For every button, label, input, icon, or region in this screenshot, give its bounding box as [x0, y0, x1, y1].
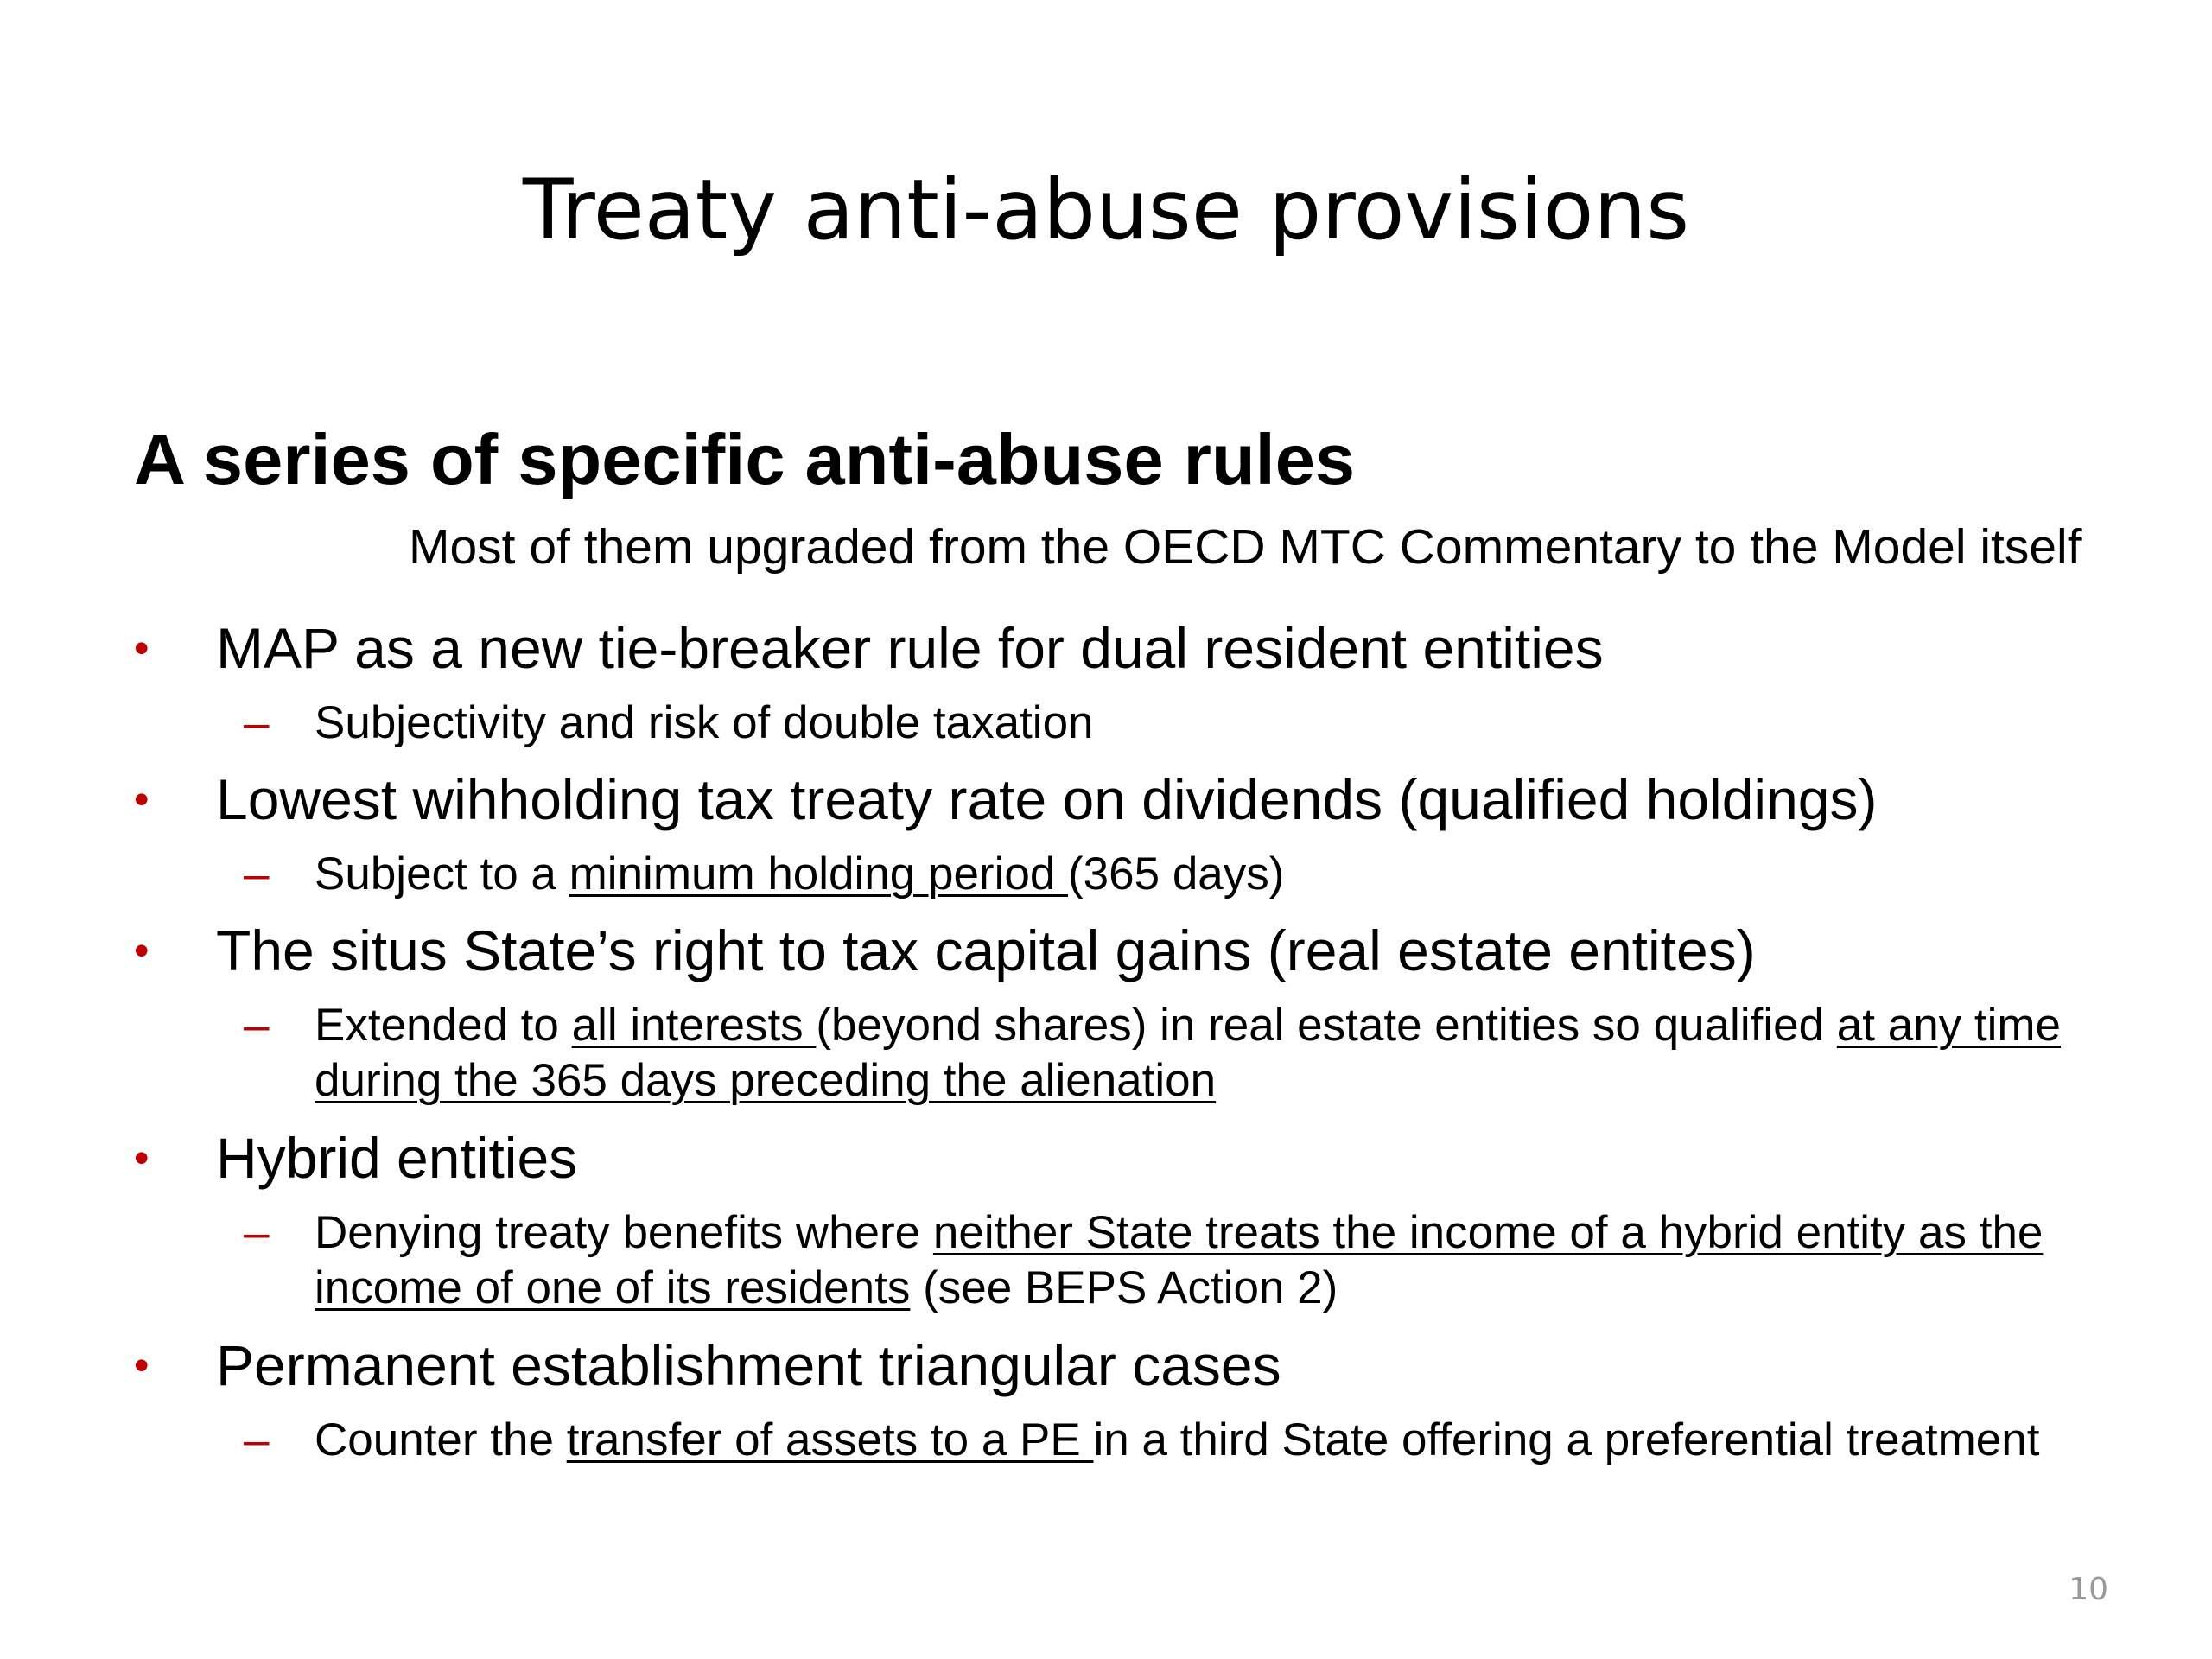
underlined-phrase: at any time during the 365 days preceding the alienation — [315, 1000, 2062, 1106]
sub-text — [315, 696, 2181, 751]
underlined-phrase: all interests — [571, 1000, 817, 1051]
bullet-text: MAP as a new tie-breaker rule for dual resident entities — [216, 616, 1604, 680]
bullet-text: Lowest wihholding tax treaty rate on dividends (qualified holdings) — [216, 767, 1878, 831]
bullet-text: Hybrid entities — [216, 1126, 578, 1190]
sub-text-part: (beyond shares) in real estate entities so qualified — [816, 1000, 1837, 1051]
underlined-phrase: minimum holding period — [569, 849, 1069, 899]
sub-marker: – — [244, 1000, 270, 1051]
sub-text — [315, 998, 2181, 1109]
sub-text-part: Extended to — [315, 1000, 572, 1051]
underlined-phrase: neither State treats the income of a hybrid entity as the income of one of its residents — [315, 1207, 2044, 1313]
sub-marker: – — [244, 849, 270, 899]
bullet-marker: • — [134, 926, 149, 975]
bullet-marker: • — [134, 1341, 149, 1389]
sub-text-part: (365 days) — [1068, 849, 1285, 899]
underlined-phrase: transfer of assets to a PE — [566, 1414, 1094, 1465]
sub-text-part: Denying treaty benefits where — [315, 1207, 933, 1258]
bullet-marker: • — [134, 1134, 149, 1182]
sub-text-part: in a third State offering a preferential treatment — [1093, 1414, 2040, 1465]
bullet-marker: • — [134, 775, 149, 823]
sub-text-part: Subjectivity and risk of double taxation — [315, 697, 1094, 748]
sub-text — [315, 1205, 2181, 1316]
sub-text — [315, 1413, 2181, 1468]
sub-text-part: Subject to a — [315, 849, 569, 899]
sub-text-part: Counter the — [315, 1414, 567, 1465]
sub-marker: – — [244, 1414, 270, 1465]
bullet-marker: • — [134, 624, 149, 672]
slide-title: Treaty anti-abuse provisions — [522, 162, 1690, 258]
bullet-text: The situs State’s right to tax capital gains (real estate entites) — [216, 918, 1756, 982]
page-number: 10 — [2069, 1572, 2108, 1607]
bullet-text: Permanent establishment triangular cases — [216, 1333, 1281, 1397]
section-subheading: Most of them upgraded from the OECD MTC Commentary to the Model itself — [409, 519, 2082, 575]
sub-text-part: (see BEPS Action 2) — [910, 1262, 1338, 1313]
sub-marker: – — [244, 1207, 270, 1258]
section-heading: A series of specific anti-abuse rules — [134, 419, 1356, 499]
sub-text — [315, 847, 2181, 902]
sub-marker: – — [244, 697, 270, 748]
